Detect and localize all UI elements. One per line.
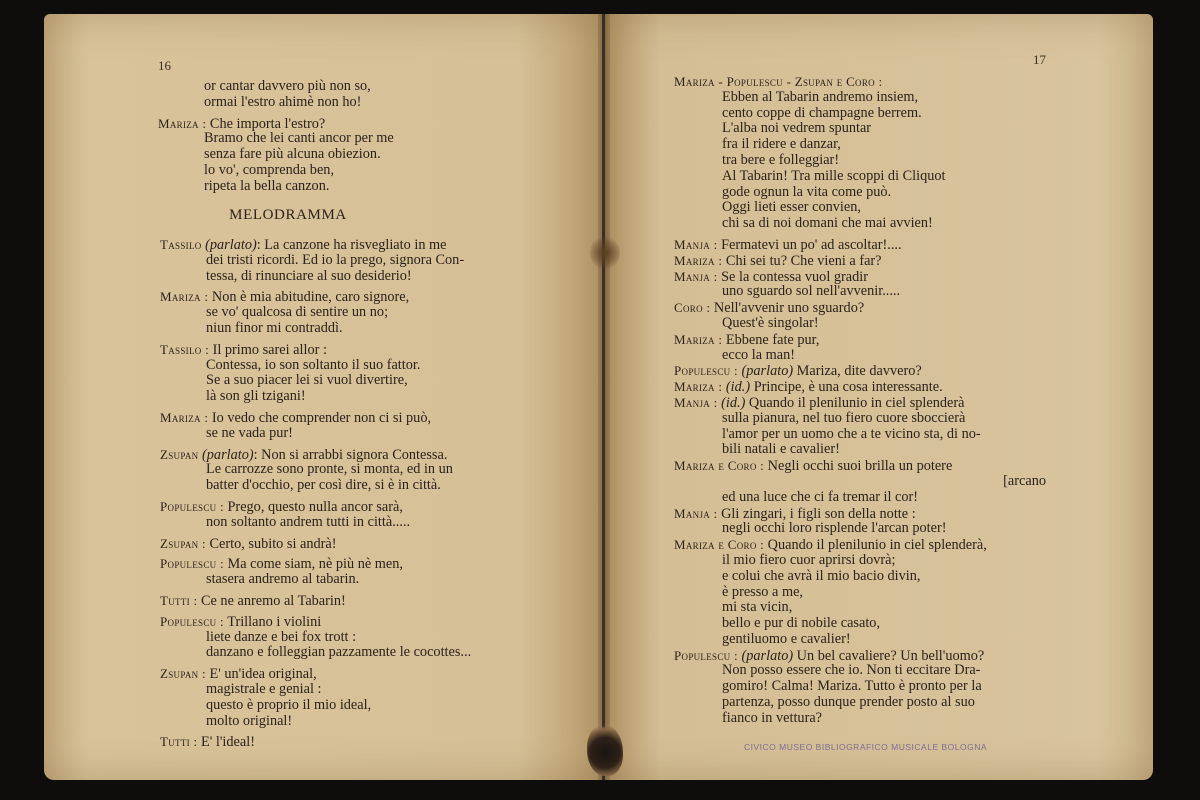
left-bottom-line xyxy=(160,698,590,714)
right-line xyxy=(674,379,1046,395)
line-text: questo è proprio il mio ideal, xyxy=(206,696,372,713)
left-bottom-line xyxy=(160,358,590,374)
line-text: negli occhi loro risplende l'arcan poter! xyxy=(722,520,947,537)
page-number-left: 16 xyxy=(158,58,171,73)
speaker-name: Populescu : xyxy=(160,556,224,572)
speaker-name: Mariza : xyxy=(674,379,723,395)
speaker-name: Mariza : xyxy=(158,115,207,131)
speaker-name: Populescu : xyxy=(160,498,224,514)
speaker-name: Populescu : xyxy=(160,613,224,629)
speaker-name: Manja : xyxy=(674,236,718,252)
speaker-name: Mariza : xyxy=(674,252,723,268)
left-bottom-line xyxy=(160,515,590,531)
left-bottom-line xyxy=(160,556,590,572)
line-text: niun finor mi contraddì. xyxy=(206,319,343,336)
speaker-name: Manja : xyxy=(674,394,718,410)
line-text: bello e pur di nobile casato, xyxy=(722,615,881,632)
line-text: Principe, è una cosa interessante. xyxy=(750,379,943,396)
line-text: Non posso essere che io. Non ti eccitare Dra- xyxy=(722,662,981,679)
line-text: fianco in vettura? xyxy=(722,709,823,726)
line-text: se ne vada pur! xyxy=(206,424,293,441)
right-line xyxy=(674,216,1046,232)
right-line xyxy=(674,537,1046,553)
line-text: molto original! xyxy=(206,712,293,729)
stage-direction: (parlato) xyxy=(202,446,254,463)
line-text: Quest'è singolar! xyxy=(722,314,819,331)
speaker-name: Tassilo xyxy=(160,237,202,252)
speaker-name: Populescu : xyxy=(674,647,738,663)
speaker-name: Mariza : xyxy=(160,289,209,305)
speaker-name: Mariza - Populescu - Zsupan e Coro : xyxy=(674,74,883,89)
right-line xyxy=(674,363,1046,379)
stage-direction: (parlato) xyxy=(741,647,794,664)
line-text: batter d'occhio, per così dire, si è in città. xyxy=(206,477,441,494)
line-text: Io vedo che comprender non ci si può, xyxy=(208,409,432,426)
stage-direction: (parlato) xyxy=(205,237,257,253)
left-top-line xyxy=(158,147,578,163)
left-bottom-line xyxy=(160,714,590,730)
right-line xyxy=(674,458,1046,474)
speaker-name: Zsupan : xyxy=(160,535,206,551)
right-line xyxy=(674,648,1046,664)
stage-direction: (id.) xyxy=(725,379,751,396)
speaker-name: Mariza e Coro : xyxy=(674,537,765,553)
line-text: E' l'ideal! xyxy=(197,734,255,751)
line-text: magistrale e genial : xyxy=(206,680,322,697)
right-line xyxy=(674,427,1046,443)
left-bottom-line xyxy=(160,253,590,269)
line-text: ormai l'estro ahimè non ho! xyxy=(204,93,362,110)
page-number-right: 17 xyxy=(1033,52,1046,67)
line-text: ripeta la bella canzon. xyxy=(204,177,330,194)
right-line xyxy=(674,442,1046,458)
left-bottom-line xyxy=(160,536,590,552)
left-top-line xyxy=(158,95,578,111)
line-text: liete danze e bei fox trott : xyxy=(206,628,357,645)
right-line xyxy=(674,253,1046,269)
right-line xyxy=(674,411,1046,427)
right-line xyxy=(674,616,1046,632)
right-line xyxy=(674,395,1046,411)
line-text: Negli occhi suoi brilla un potere xyxy=(764,458,953,475)
stage-direction: (id.) xyxy=(721,394,746,411)
right-line xyxy=(674,632,1046,648)
left-bottom-line xyxy=(160,289,590,305)
line-text: stasera andremo al tabarin. xyxy=(206,571,360,588)
left-bottom-line xyxy=(160,426,590,442)
right-line xyxy=(674,521,1046,537)
line-text: tessa, di rinunciare al suo desiderio! xyxy=(206,267,412,284)
left-bottom-line xyxy=(160,410,590,426)
left-text-bottom xyxy=(160,237,590,750)
line-text: l'amor per un uomo che a te vicino sta, di no- xyxy=(722,425,981,442)
speaker-name: Zsupan : xyxy=(160,666,206,682)
line-text: Bramo che lei canti ancor per me xyxy=(204,130,394,147)
line-text: Mariza, dite davvero? xyxy=(793,363,922,380)
right-line xyxy=(674,300,1046,316)
left-bottom-line xyxy=(160,342,590,358)
speaker-name: Zsupan xyxy=(160,446,199,462)
left-bottom-line xyxy=(160,237,590,253)
right-line xyxy=(674,121,1046,137)
right-line xyxy=(674,490,1046,506)
left-top-line xyxy=(158,179,578,195)
line-text: il mio fiero cuor aprirsi dovrà; xyxy=(722,551,896,568)
line-text: bili natali e cavalier! xyxy=(722,441,840,458)
left-bottom-line xyxy=(160,645,590,661)
speaker-name: Mariza : xyxy=(160,409,209,425)
left-bottom-line xyxy=(160,682,590,698)
left-bottom-line xyxy=(160,321,590,337)
line-text: senza fare più alcuna obiezion. xyxy=(204,146,381,163)
line-text: lo vo', comprenda ben, xyxy=(204,161,335,178)
left-bottom-line xyxy=(160,593,590,609)
right-line xyxy=(674,284,1046,300)
left-top-line xyxy=(158,131,578,147)
left-bottom-line xyxy=(160,734,590,750)
speaker-name: Populescu : xyxy=(674,363,738,379)
right-line xyxy=(674,185,1046,201)
right-line xyxy=(674,90,1046,106)
line-text: ed una luce che ci fa tremar il cor! xyxy=(722,488,919,505)
right-text xyxy=(674,74,1046,727)
line-text: : Non si arrabbi signora Contessa. xyxy=(253,446,448,463)
left-top-line xyxy=(158,116,578,132)
line-text: è presso a me, xyxy=(722,583,803,600)
line-text: Un bel cavaliere? Un bell'uomo? xyxy=(793,647,985,664)
line-text: uno sguardo sol nell'avvenir..... xyxy=(722,283,901,300)
line-text: Le carrozze sono pronte, si monta, ed in un xyxy=(206,461,453,478)
right-line xyxy=(674,137,1046,153)
line-text: se vo' qualcosa di sentire un no; xyxy=(206,304,389,321)
left-bottom-line xyxy=(160,630,590,646)
left-bottom-line xyxy=(160,462,590,478)
line-text: Chi sei tu? Che vieni a far? xyxy=(722,252,882,269)
line-text: mi sta vicin, xyxy=(722,599,793,616)
left-bottom-line xyxy=(160,614,590,630)
speaker-name: Coro : xyxy=(674,300,711,316)
line-text: [arcano xyxy=(1003,472,1046,489)
right-line xyxy=(674,169,1046,185)
line-text: Trillano i violini xyxy=(223,613,322,630)
right-line xyxy=(674,153,1046,169)
left-top-line xyxy=(158,163,578,179)
left-text-top xyxy=(158,79,578,195)
right-line xyxy=(674,711,1046,727)
line-text: or cantar davvero più non so, xyxy=(204,78,371,94)
speaker-name: Tutti : xyxy=(160,592,198,608)
left-bottom-line xyxy=(160,305,590,321)
right-line xyxy=(674,348,1046,364)
line-text: e colui che avrà il mio bacio divin, xyxy=(722,567,921,584)
right-line xyxy=(674,74,1046,90)
line-text: fra il ridere e danzar, xyxy=(722,136,841,153)
right-line xyxy=(674,200,1046,216)
line-text: gomiro! Calma! Mariza. Tutto è pronto per la xyxy=(722,678,982,695)
line-text: tra bere e folleggiar! xyxy=(722,151,840,168)
book-gutter xyxy=(598,14,610,780)
line-text: Contessa, io son soltanto il suo fattor. xyxy=(206,356,421,373)
line-text: chi sa di noi domani che mai avvien! xyxy=(722,215,933,232)
line-text: Non è mia abitudine, caro signore, xyxy=(208,289,410,306)
line-text: Al Tabarin! Tra mille scoppi di Cliquot xyxy=(722,167,946,184)
line-text: là son gli tzigani! xyxy=(206,388,306,405)
left-bottom-line xyxy=(160,499,590,515)
line-text: Che importa l'estro? xyxy=(206,115,326,132)
line-text: Ma come siam, nè più nè men, xyxy=(223,556,403,573)
right-line xyxy=(674,679,1046,695)
line-text: partenza, posso dunque prender posto al suo xyxy=(722,694,975,711)
line-text: Certo, subito si andrà! xyxy=(205,535,337,552)
left-bottom-line xyxy=(160,447,590,463)
right-line xyxy=(674,474,1046,490)
line-text: ecco la man! xyxy=(722,346,796,363)
left-bottom-line xyxy=(160,478,590,494)
speaker-name: Manja : xyxy=(674,268,718,284)
speaker-name: Manja : xyxy=(674,505,718,521)
line-text: L'alba noi vedrem spuntar xyxy=(722,120,872,137)
speaker-name: Mariza e Coro : xyxy=(674,458,765,474)
right-line xyxy=(674,695,1046,711)
line-text: danzano e folleggian pazzamente le cocottes... xyxy=(206,644,472,661)
right-line xyxy=(674,106,1046,122)
line-text: Gli zingari, i figli son della notte : xyxy=(717,505,916,522)
stage-direction: (parlato) xyxy=(741,363,794,380)
right-line xyxy=(674,600,1046,616)
speaker-name: Tassilo : xyxy=(160,341,210,357)
speaker-name: Mariza : xyxy=(674,331,723,347)
line-text: sulla pianura, nel tuo fiero cuore sboccierà xyxy=(722,409,966,426)
left-bottom-line xyxy=(160,572,590,588)
right-line xyxy=(674,663,1046,679)
library-stamp: CIVICO MUSEO BIBLIOGRAFICO MUSICALE BOLOGNA xyxy=(744,742,988,752)
speaker-name: Tutti : xyxy=(160,734,198,750)
line-text: dei tristi ricordi. Ed io la prego, signora Con- xyxy=(206,251,465,268)
section-heading: MELODRAMMA xyxy=(229,207,347,223)
line-text: Ebben al Tabarin andremo insiem, xyxy=(722,88,919,105)
line-text: E' un'idea original, xyxy=(205,666,317,683)
right-line xyxy=(674,269,1046,285)
line-text: Ce ne anremo al Tabarin! xyxy=(197,592,346,609)
line-text: cento coppe di champagne berrem. xyxy=(722,104,922,121)
line-text: Se la contessa vuol gradir xyxy=(717,268,869,285)
left-bottom-line xyxy=(160,389,590,405)
line-text: Oggi lieti esser convien, xyxy=(722,199,861,216)
right-line xyxy=(674,332,1046,348)
right-line xyxy=(674,237,1046,253)
right-line xyxy=(674,553,1046,569)
right-line xyxy=(674,569,1046,585)
line-text: gode ognun la vita come può. xyxy=(722,183,892,200)
line-text: Quando il plenilunio in ciel splenderà xyxy=(745,394,965,411)
left-bottom-line xyxy=(160,666,590,682)
line-text: Ebbene fate pur, xyxy=(722,331,820,348)
left-bottom-line xyxy=(160,373,590,389)
line-text: Il primo sarei allor : xyxy=(209,341,327,358)
line-text: Prego, questo nulla ancor sarà, xyxy=(223,498,403,515)
right-line xyxy=(674,585,1046,601)
ink-stain xyxy=(590,236,620,270)
line-text: Se a suo piacer lei si vuol divertire, xyxy=(206,372,408,389)
right-line xyxy=(674,316,1046,332)
line-text: gentiluomo e cavalier! xyxy=(722,630,851,647)
line-text: : La canzone ha risvegliato in me xyxy=(256,237,447,253)
line-text: Quando il plenilunio in ciel splenderà, xyxy=(764,537,987,554)
left-top-line xyxy=(158,79,578,95)
left-bottom-line xyxy=(160,269,590,285)
line-text: Nell'avvenir uno sguardo? xyxy=(710,300,865,317)
line-text: non soltanto andrem tutti in città..... xyxy=(206,513,411,530)
line-text: Fermatevi un po' ad ascoltar!.... xyxy=(717,236,902,253)
right-line xyxy=(674,506,1046,522)
